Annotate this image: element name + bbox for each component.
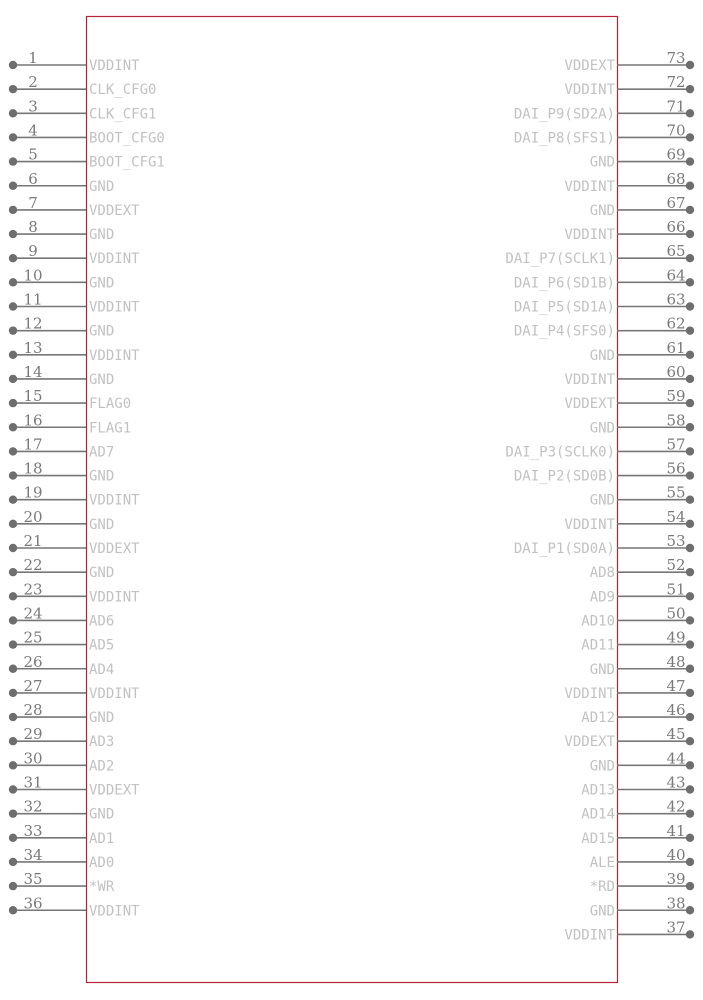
pin-number: 34: [23, 845, 43, 864]
pin-37: [564, 918, 694, 943]
pin-name: VDDINT: [89, 299, 140, 316]
pin-name: GND: [589, 154, 615, 171]
pin-number: 47: [666, 676, 686, 695]
pin-26: [9, 653, 114, 678]
pin-name: AD7: [89, 444, 115, 461]
pin-number: 57: [666, 435, 686, 454]
pin-6: [9, 170, 114, 195]
pin-number: 49: [666, 628, 686, 647]
pin-number: 43: [666, 773, 686, 792]
pin-number: 71: [666, 97, 686, 116]
pin-number: 69: [666, 145, 686, 164]
pin-number: 12: [23, 314, 43, 333]
pin-end-dot: [686, 206, 694, 214]
pin-number: 37: [666, 918, 686, 937]
pin-end-dot: [9, 278, 17, 286]
pin-end-dot: [9, 471, 17, 479]
pin-name: FLAG0: [89, 396, 132, 413]
pin-67: [590, 194, 694, 219]
pin-number: 28: [23, 701, 43, 720]
pin-47: [564, 677, 694, 702]
pin-end-dot: [9, 665, 17, 673]
pin-name: VDDEXT: [564, 396, 615, 413]
pin-name: CLK_CFG0: [89, 82, 157, 99]
pin-21: [9, 532, 140, 557]
pin-end-dot: [9, 375, 17, 383]
pin-end-dot: [9, 520, 17, 528]
pin-73: [564, 49, 694, 74]
pin-name: GND: [589, 347, 615, 364]
pin-name: VDDINT: [564, 227, 615, 244]
pin-end-dot: [686, 544, 694, 552]
pin-number: 3: [28, 97, 38, 116]
pin-39: [590, 870, 694, 895]
pin-end-dot: [9, 785, 17, 793]
pin-end-dot: [686, 85, 694, 93]
pin-61: [590, 339, 694, 364]
pin-end-dot: [686, 858, 694, 866]
pin-end-dot: [9, 157, 17, 165]
pin-58: [590, 411, 694, 436]
pin-name: DAI_P7(SCLK1): [505, 251, 615, 268]
pin-35: [9, 870, 115, 895]
pin-end-dot: [686, 254, 694, 262]
pin-number: 2: [28, 73, 38, 92]
pin-end-dot: [9, 206, 17, 214]
pin-number: 6: [28, 169, 38, 188]
pin-number: 67: [666, 193, 686, 212]
pin-end-dot: [9, 882, 17, 890]
pin-number: 17: [23, 435, 43, 454]
pin-number: 54: [666, 507, 686, 526]
pin-end-dot: [9, 616, 17, 624]
pin-number: 33: [23, 821, 43, 840]
pin-number: 39: [666, 870, 686, 889]
pin-29: [9, 725, 114, 750]
pin-53: [514, 532, 694, 557]
pin-end-dot: [686, 761, 694, 769]
pin-number: 45: [666, 725, 686, 744]
pin-name: VDDEXT: [89, 202, 140, 219]
pin-end-dot: [9, 109, 17, 117]
pin-name: GND: [89, 806, 115, 823]
pin-number: 35: [23, 870, 43, 889]
pin-name: GND: [589, 492, 615, 509]
pin-number: 55: [666, 483, 686, 502]
pin-number: 38: [666, 894, 686, 913]
pin-end-dot: [686, 906, 694, 914]
pin-number: 24: [23, 604, 43, 623]
pin-name: DAI_P8(SFS1): [513, 130, 615, 147]
pin-end-dot: [686, 689, 694, 697]
pin-name: GND: [89, 178, 115, 195]
pin-number: 29: [23, 725, 43, 744]
pin-name: GND: [589, 661, 615, 678]
pin-number: 7: [28, 193, 38, 212]
pin-end-dot: [9, 326, 17, 334]
pin-number: 59: [666, 387, 686, 406]
pin-end-dot: [686, 665, 694, 673]
pin-16: [9, 411, 131, 436]
pin-name: DAI_P6(SD1B): [513, 275, 615, 292]
pin-name: GND: [89, 275, 115, 292]
pin-name: AD13: [581, 782, 615, 799]
pin-end-dot: [686, 592, 694, 600]
pin-45: [564, 725, 694, 750]
pin-end-dot: [686, 230, 694, 238]
pin-number: 44: [666, 749, 686, 768]
pin-name: VDDINT: [89, 589, 140, 606]
pin-number: 42: [666, 797, 686, 816]
pin-end-dot: [686, 809, 694, 817]
pin-name: GND: [89, 516, 115, 533]
pin-number: 36: [23, 894, 43, 913]
pin-name: AD4: [89, 661, 115, 678]
pin-46: [581, 701, 694, 726]
pin-number: 64: [666, 266, 686, 285]
pin-end-dot: [686, 930, 694, 938]
pin-end-dot: [9, 544, 17, 552]
pin-9: [9, 242, 140, 267]
pin-name: GND: [89, 565, 115, 582]
pin-64: [514, 266, 694, 291]
pin-36: [9, 894, 140, 919]
pin-34: [9, 846, 114, 871]
pin-name: AD10: [581, 613, 615, 630]
pin-70: [514, 121, 694, 146]
pin-end-dot: [9, 640, 17, 648]
pin-end-dot: [686, 640, 694, 648]
pin-name: VDDINT: [89, 685, 140, 702]
pin-number: 18: [23, 459, 43, 478]
pin-end-dot: [686, 520, 694, 528]
pin-end-dot: [686, 302, 694, 310]
pin-name: AD1: [89, 830, 115, 847]
pin-end-dot: [9, 809, 17, 817]
pin-name: AD11: [581, 637, 615, 654]
pin-name: GND: [89, 371, 115, 388]
pin-72: [564, 73, 694, 98]
pin-end-dot: [686, 182, 694, 190]
pin-end-dot: [9, 133, 17, 141]
pin-69: [590, 146, 694, 171]
pin-number: 68: [666, 169, 686, 188]
pin-number: 4: [28, 121, 38, 140]
pin-number: 15: [23, 387, 43, 406]
pin-49: [581, 629, 694, 654]
pin-end-dot: [9, 689, 17, 697]
pin-name: DAI_P3(SCLK0): [505, 444, 615, 461]
ic-body-outline: [87, 17, 618, 983]
pin-end-dot: [686, 351, 694, 359]
pin-name: AD3: [89, 734, 115, 751]
pin-number: 66: [666, 218, 686, 237]
pin-43: [581, 774, 694, 799]
pin-end-dot: [9, 858, 17, 866]
pin-22: [9, 556, 114, 581]
pin-end-dot: [686, 109, 694, 117]
pin-end-dot: [9, 85, 17, 93]
pin-end-dot: [9, 61, 17, 69]
pin-name: *WR: [89, 879, 115, 896]
pin-17: [9, 435, 114, 460]
pin-name: CLK_CFG1: [89, 106, 157, 123]
pin-65: [505, 242, 694, 267]
pin-number: 20: [23, 507, 43, 526]
pin-55: [590, 484, 694, 509]
pin-end-dot: [9, 761, 17, 769]
pin-name: VDDEXT: [564, 58, 615, 74]
pin-name: VDDINT: [89, 347, 140, 364]
pin-end-dot: [686, 568, 694, 576]
pin-10: [9, 266, 114, 291]
pin-name: AD6: [89, 613, 115, 630]
pin-42: [581, 798, 694, 823]
pin-68: [564, 170, 694, 195]
pin-51: [590, 580, 694, 605]
pin-name: GND: [589, 758, 615, 775]
pin-name: GND: [89, 710, 115, 727]
pin-number: 40: [666, 845, 686, 864]
pin-number: 65: [666, 242, 686, 261]
pin-end-dot: [9, 906, 17, 914]
pin-number: 48: [666, 652, 686, 671]
pin-number: 31: [23, 773, 43, 792]
pin-11: [9, 291, 140, 316]
pin-end-dot: [686, 471, 694, 479]
pin-end-dot: [686, 447, 694, 455]
pin-end-dot: [9, 834, 17, 842]
pin-name: AD0: [89, 854, 115, 871]
pin-40: [590, 846, 694, 871]
pin-end-dot: [9, 737, 17, 745]
pin-name: VDDINT: [564, 927, 615, 944]
pin-end-dot: [9, 254, 17, 262]
pin-end-dot: [686, 375, 694, 383]
right-pin-group: [505, 49, 694, 943]
pin-number: 14: [23, 362, 43, 381]
pin-end-dot: [686, 737, 694, 745]
pin-end-dot: [686, 834, 694, 842]
pin-63: [514, 291, 694, 316]
pin-name: DAI_P1(SD0A): [513, 541, 615, 557]
pin-name: VDDINT: [89, 251, 140, 268]
pin-end-dot: [686, 399, 694, 407]
pin-number: 51: [666, 580, 686, 599]
pin-name: DAI_P5(SD1A): [513, 299, 615, 316]
pin-end-dot: [9, 447, 17, 455]
pin-number: 11: [23, 290, 43, 309]
pin-end-dot: [686, 157, 694, 165]
pin-name: AD5: [89, 637, 115, 654]
pin-28: [9, 701, 114, 726]
pin-end-dot: [9, 496, 17, 504]
pin-end-dot: [9, 713, 17, 721]
pin-end-dot: [686, 496, 694, 504]
pin-end-dot: [686, 785, 694, 793]
pin-name: AD15: [581, 830, 615, 847]
pin-number: 58: [666, 411, 686, 430]
pin-name: AD2: [89, 758, 115, 775]
pin-number: 23: [23, 580, 43, 599]
pin-name: VDDINT: [564, 516, 615, 533]
pin-number: 46: [666, 701, 686, 720]
pin-name: GND: [89, 227, 115, 244]
pin-54: [564, 508, 694, 533]
pin-number: 72: [666, 73, 686, 92]
pin-name: VDDEXT: [89, 541, 140, 557]
pin-name: DAI_P9(SD2A): [513, 106, 615, 123]
pin-48: [590, 653, 694, 678]
pin-number: 13: [23, 338, 43, 357]
pin-end-dot: [9, 351, 17, 359]
pin-number: 53: [666, 532, 686, 550]
pin-name: GND: [89, 323, 115, 340]
pin-end-dot: [686, 278, 694, 286]
pin-number: 62: [666, 314, 686, 333]
pin-end-dot: [686, 713, 694, 721]
pin-62: [514, 315, 694, 340]
pin-1: [9, 49, 140, 74]
pin-name: BOOT_CFG1: [89, 154, 165, 171]
pin-number: 22: [23, 556, 43, 575]
pin-end-dot: [9, 230, 17, 238]
pin-number: 32: [23, 797, 43, 816]
pin-38: [590, 894, 694, 919]
pin-number: 50: [666, 604, 686, 623]
pin-number: 61: [666, 338, 686, 357]
pin-44: [590, 749, 694, 774]
pin-66: [564, 218, 694, 243]
pin-3: [9, 97, 157, 122]
pin-52: [590, 556, 694, 581]
pin-number: 56: [666, 459, 686, 478]
pin-end-dot: [686, 133, 694, 141]
pin-number: 16: [23, 411, 43, 430]
pin-name: VDDINT: [564, 82, 615, 99]
pin-name: BOOT_CFG0: [89, 130, 165, 147]
pin-number: 8: [28, 218, 38, 237]
pin-end-dot: [686, 882, 694, 890]
pin-25: [9, 629, 114, 654]
pin-32: [9, 798, 114, 823]
pin-71: [514, 97, 694, 122]
pin-number: 70: [666, 121, 686, 140]
pin-name: AD8: [589, 565, 615, 582]
pin-name: VDDEXT: [564, 734, 615, 751]
pin-name: VDDINT: [89, 58, 140, 74]
pin-end-dot: [686, 423, 694, 431]
pin-end-dot: [9, 592, 17, 600]
pin-number: 27: [23, 676, 43, 695]
pin-number: 26: [23, 652, 43, 671]
pin-number: 21: [23, 532, 43, 550]
pin-name: FLAG1: [89, 420, 132, 437]
pin-end-dot: [9, 423, 17, 431]
pin-end-dot: [9, 568, 17, 576]
pin-41: [581, 822, 694, 847]
pin-7: [9, 194, 140, 219]
pin-60: [564, 363, 694, 388]
pin-name: DAI_P4(SFS0): [513, 323, 615, 340]
pin-name: VDDINT: [89, 903, 140, 920]
pin-number: 73: [666, 49, 686, 67]
pin-number: 10: [23, 266, 43, 285]
pin-2: [9, 73, 157, 98]
pin-name: VDDEXT: [89, 782, 140, 799]
pin-number: 25: [23, 628, 43, 647]
pin-name: AD12: [581, 710, 615, 727]
pin-50: [581, 604, 694, 629]
pin-23: [9, 580, 140, 605]
pin-name: GND: [589, 903, 615, 920]
pin-name: ALE: [589, 854, 615, 871]
pin-end-dot: [9, 399, 17, 407]
pin-end-dot: [686, 326, 694, 334]
pin-end-dot: [9, 302, 17, 310]
pin-14: [9, 363, 114, 388]
pin-number: 60: [666, 362, 686, 381]
pin-56: [514, 460, 694, 485]
pin-8: [9, 218, 114, 243]
pin-name: GND: [589, 202, 615, 219]
pin-24: [9, 604, 114, 629]
pin-number: 30: [23, 749, 43, 768]
pin-31: [9, 774, 140, 799]
pin-number: 1: [28, 49, 38, 67]
pin-name: VDDINT: [564, 371, 615, 388]
pin-name: GND: [589, 420, 615, 437]
pin-end-dot: [686, 61, 694, 69]
pin-12: [9, 315, 114, 340]
pin-name: VDDINT: [89, 492, 140, 509]
pin-27: [9, 677, 140, 702]
pin-name: AD9: [589, 589, 615, 606]
pin-13: [9, 339, 140, 364]
pin-number: 63: [666, 290, 686, 309]
pin-20: [9, 508, 114, 533]
pin-30: [9, 749, 114, 774]
pin-name: VDDINT: [564, 178, 615, 195]
pin-number: 9: [28, 242, 38, 261]
pin-number: 19: [23, 483, 43, 502]
pin-end-dot: [9, 182, 17, 190]
pin-57: [505, 435, 694, 460]
pin-33: [9, 822, 114, 847]
pin-59: [564, 387, 694, 412]
pin-name: GND: [89, 468, 115, 485]
pin-name: VDDINT: [564, 685, 615, 702]
pin-end-dot: [686, 616, 694, 624]
pin-name: AD14: [581, 806, 615, 823]
pin-number: 5: [28, 145, 38, 164]
pin-18: [9, 460, 114, 485]
pin-19: [9, 484, 140, 509]
pin-15: [9, 387, 131, 412]
pin-number: 52: [666, 556, 686, 575]
pin-number: 41: [666, 821, 686, 840]
pin-name: *RD: [589, 879, 615, 896]
pin-name: DAI_P2(SD0B): [513, 468, 615, 485]
